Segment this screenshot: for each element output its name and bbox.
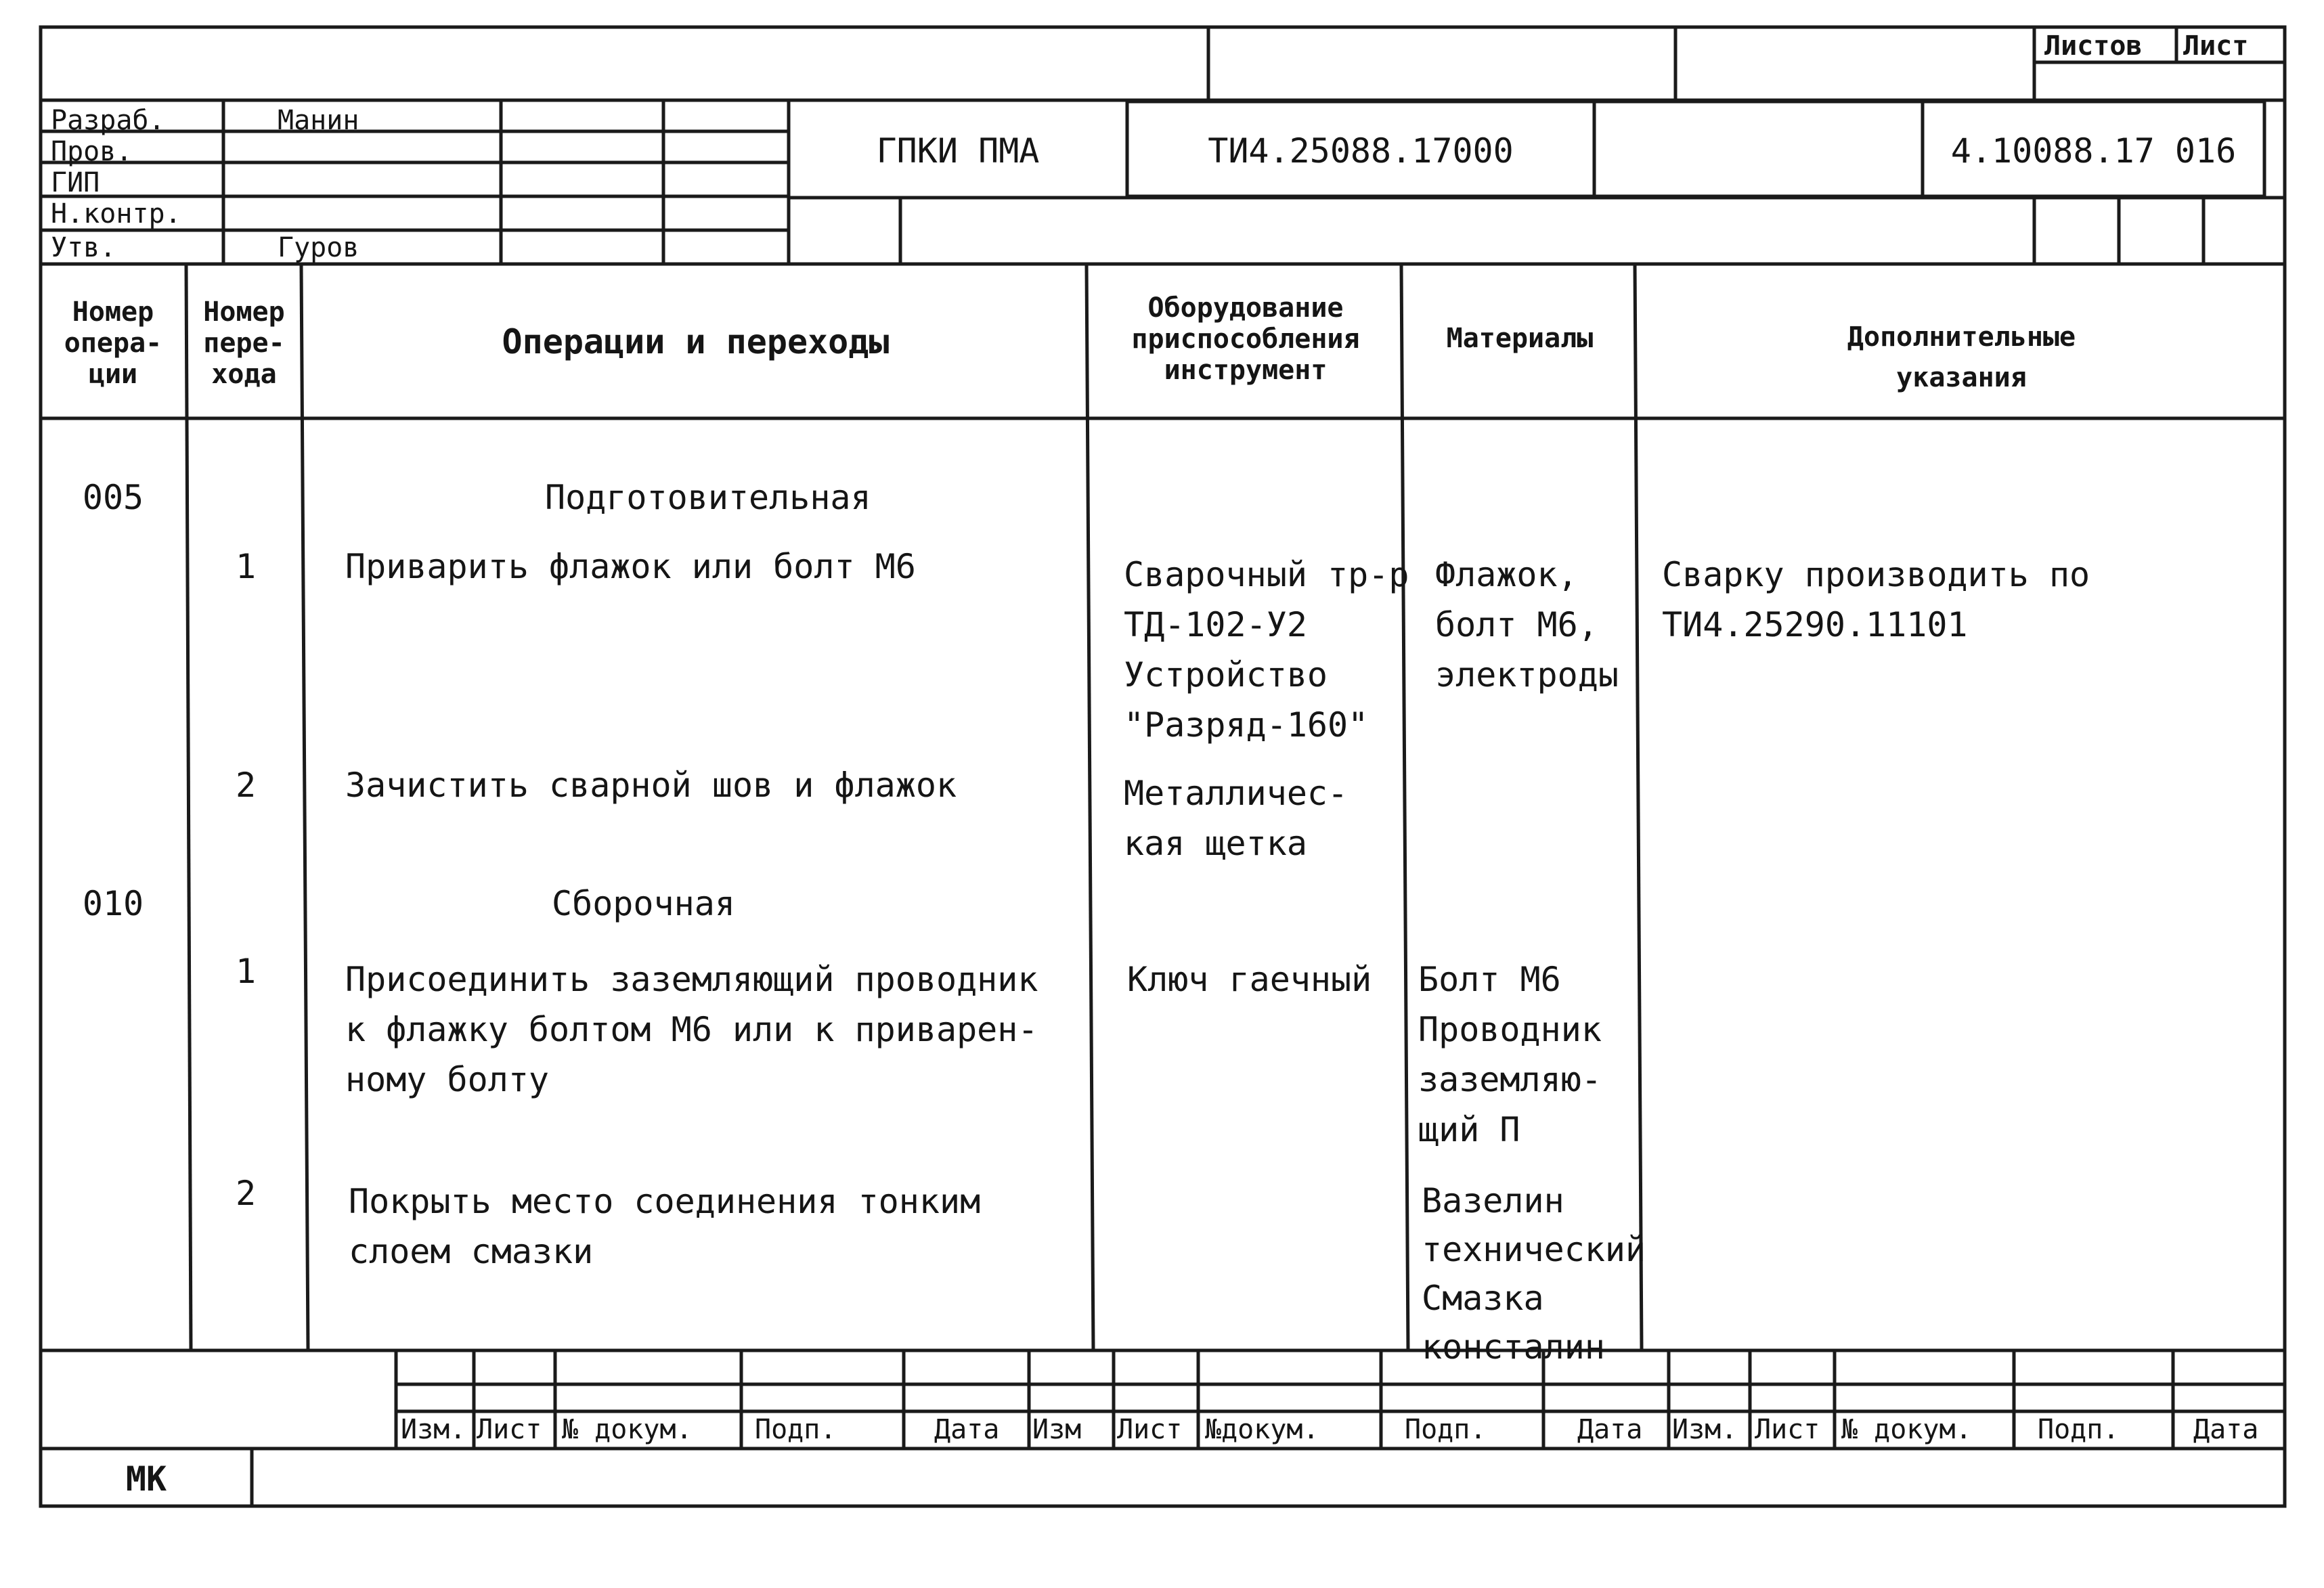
role-checked: Пров. (51, 136, 133, 167)
step-materials: Болт М6 Проводник заземляю- щий П (1418, 960, 1602, 1149)
step-text: Зачистить сварной шов и флажок (345, 766, 957, 805)
revision-label: Лист (1117, 1414, 1183, 1445)
header-step-number: Номер пере- хода (203, 296, 285, 390)
header-materials: Материалы (1446, 323, 1594, 354)
revision-label: №докум. (1205, 1414, 1319, 1445)
revision-label: Подп. (755, 1414, 837, 1445)
step-materials: Флажок, болт М6, электроды (1435, 555, 1619, 694)
revision-label: № докум. (562, 1414, 693, 1445)
revision-label: Изм. (1672, 1414, 1738, 1445)
document-code: ТИ4.25088.17000 (1208, 131, 1514, 171)
revision-label: Дата (1577, 1414, 1643, 1445)
operation-number: 005 (82, 478, 144, 517)
step-number: 1 (235, 952, 257, 991)
step-equipment: Металличес- кая щетка (1124, 774, 1349, 863)
header-operations: Операции и переходы (502, 322, 890, 361)
organization-name: ГПКИ ПМА (876, 131, 1040, 171)
revision-label: Изм (1032, 1414, 1082, 1445)
step-number: 2 (235, 766, 257, 805)
header-operation-number: Номер опера- ции (64, 296, 162, 390)
operation-title: Сборочная (552, 884, 735, 923)
step-equipment: Сварочный тр-р ТД-102-У2 Устройство "Разряд-160" (1124, 555, 1409, 745)
revision-label: Изм. (401, 1414, 466, 1445)
step-number: 1 (235, 547, 257, 586)
header-additional-notes: Дополнительные указания (1847, 322, 2076, 393)
step-notes: Сварку производить по ТИ4.25290.11101 (1662, 555, 2090, 644)
step-equipment: Ключ гаечный (1127, 960, 1372, 999)
revision-label: Лист (477, 1414, 542, 1445)
role-approved: Утв. (51, 232, 116, 263)
step-text: Присоединить заземляющий проводник к флажку болтом М6 или к приварен- ному болту (345, 960, 1038, 1099)
step-text: Приварить флажок или болт М6 (345, 547, 916, 586)
revision-label: Подп. (1405, 1414, 1487, 1445)
revision-label: № докум. (1841, 1414, 1972, 1445)
step-text: Покрыть место соединения тонким слоем смазки (349, 1182, 981, 1271)
developer-name: Манин (278, 105, 359, 136)
revision-label: Дата (2193, 1414, 2259, 1445)
sheet-number-label: Лист (2183, 30, 2249, 62)
role-developer: Разраб. (51, 105, 165, 136)
step-materials: Вазелин технический Смазка консталин (1422, 1181, 1646, 1367)
sheets-count-label: Листов (2044, 30, 2143, 62)
approver-name: Гуров (278, 232, 359, 263)
role-chief-engineer: ГИП (51, 167, 100, 198)
operation-title: Подготовительная (545, 478, 871, 517)
role-norm-control: Н.контр. (51, 198, 181, 229)
form-code: МК (125, 1459, 167, 1499)
operation-number: 010 (82, 884, 144, 923)
step-number: 2 (235, 1174, 257, 1213)
header-equipment: Оборудование приспособления инструмент (1131, 292, 1360, 386)
revision-label: Подп. (2038, 1414, 2120, 1445)
revision-label: Дата (934, 1414, 1000, 1445)
revision-label: Лист (1755, 1414, 1820, 1445)
sheet-code: 4.10088.17 016 (1950, 131, 2237, 171)
